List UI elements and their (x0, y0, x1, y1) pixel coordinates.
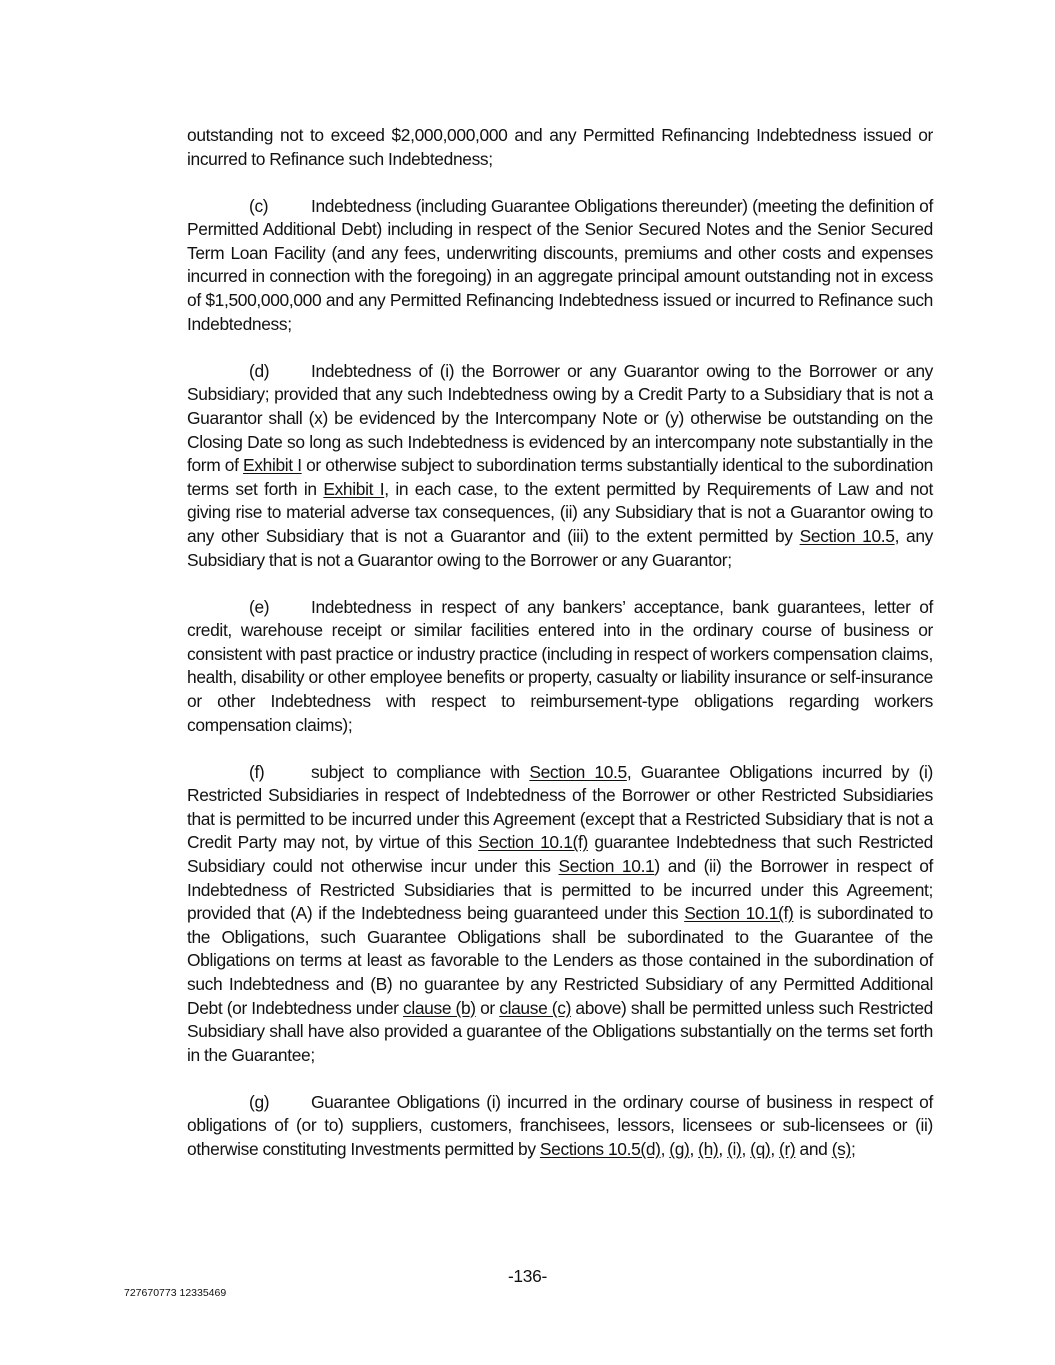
clause-label-g: (g) (249, 1091, 270, 1112)
paragraph-f: (f) subject to compliance with Section 10.5, Guarantee Obligations incurred by (i) Restricted Subsidiaries in respect of Indebtedness of the Borrower or other Restricted Subsidiaries that is permitted to be incurred under this Agreement (except that a Restricted Subsidiary that is not a Credit Party may not, by virtue of this Section 10.1(f) guarantee Indebtedness that such Restricted Subsidiary could not otherwise incur under this Section 10.1) and (ii) the Borrower in respect of Indebtedness of Restricted Subsidiaries that is permitted to be incurred under this Agreement; provided that (A) if the Indebtedness being guaranteed under this Section 10.1(f) is subordinated to the Obligations, such Guarantee Obligations shall be subordinated to the Guarantee of the Obligations on terms at least as favorable to the Lenders as those contained in the subordination of such Indebtedness and (B) no guarantee by any Restricted Subsidiary of any Permitted Additional Debt (or Indebtedness under clause (b) or clause (c) above) shall be permitted unless such Restricted Subsidiary shall have also provided a guarantee of the Obligations substantially on the terms set forth in the Guarantee; (187, 761, 934, 1065)
clause-label-f: (f) (249, 761, 265, 782)
clause-reference: clause (c) (499, 997, 572, 1018)
clause-reference: (i) (727, 1139, 742, 1160)
section-reference: Section 10.1(f) (684, 903, 794, 924)
section-reference: Sections 10.5(d) (539, 1139, 661, 1160)
clause-reference: clause (b) (402, 997, 476, 1018)
page-number: -136- (507, 1266, 548, 1286)
section-reference: Section 10.1(f) (478, 832, 588, 853)
clause-label-d: (d) (249, 360, 270, 381)
exhibit-i-reference: Exhibit I (323, 478, 385, 499)
paragraph-e: (e) Indebtedness in respect of any bankers’ acceptance, bank guarantees, letter of credit, warehouse receipt or similar facilities entered into in the ordinary course of business or consistent with past practice or industry practice (including in respect of workers compensation claims, health, disability or other employee benefits or property, casualty or liability insurance or self-insurance or other Indebtedness with respect to reimbursement-type obligations regarding workers compensation claims); (187, 596, 933, 735)
document-body (187, 124, 933, 1185)
document-id: 727670773 12335469 (124, 1287, 227, 1299)
clause-reference: (s) (831, 1139, 851, 1160)
paragraph-b-continuation: outstanding not to exceed $2,000,000,000 and any Permitted Refinancing Indebtedness issued or incurred to Refinance such Indebtedness; (187, 125, 933, 169)
section-reference: Section 10.1 (558, 856, 655, 877)
paragraph-g: (g) Guarantee Obligations (i) incurred in the ordinary course of business in respect of obligations of (or to) suppliers, customers, franchisees, lessors, licensees or sub-licensees or (ii) otherwise constituting Investments permitted by Sections 10.5(d), (g), (h), (i), (q), (r) and (s); (187, 1091, 933, 1160)
clause-label-e: (e) (249, 596, 270, 617)
section-reference: Section 10.5 (799, 525, 895, 546)
section-reference: Section 10.5 (529, 761, 627, 782)
exhibit-i-reference: Exhibit I (243, 455, 302, 476)
paragraph-c: (c) Indebtedness (including Guarantee Obligations thereunder) (meeting the definition of Permitted Additional Debt) including in respect of the Senior Secured Notes and the Senior Secured Term Loan Facility (and any fees, underwriting discounts, premiums and other costs and expenses incurred in connection with the foregoing) in an aggregate principal amount outstanding not in excess of $1,500,000,000 and any Permitted Refinancing Indebtedness issued or incurred to Refinance such Indebtedness; (187, 195, 933, 334)
clause-reference: (h) (698, 1139, 719, 1160)
clause-reference: (g) (669, 1139, 690, 1160)
clause-reference: (r) (779, 1139, 796, 1160)
paragraph-d: (d) Indebtedness of (i) the Borrower or any Guarantor owing to the Borrower or any Subsidiary; provided that any such Indebtedness owing by a Credit Party to a Subsidiary that is not a Guarantor shall (x) be evidenced by the Intercompany Note or (y) otherwise be outstanding on the Closing Date so long as such Indebtedness is evidenced by an intercompany note substantially in the form of Exhibit I or otherwise subject to subordination terms substantially identical to the subordination terms set forth in Exhibit I, in each case, to the extent permitted by Requirements of Law and not giving rise to material adverse tax consequences, (ii) any Subsidiary that is not a Guarantor owing to any other Subsidiary that is not a Guarantor and (iii) to the extent permitted by Section 10.5, any Subsidiary that is not a Guarantor owing to the Borrower or any Guarantor; (187, 360, 934, 570)
clause-reference: (q) (750, 1139, 771, 1160)
clause-label-c: (c) (249, 195, 269, 216)
